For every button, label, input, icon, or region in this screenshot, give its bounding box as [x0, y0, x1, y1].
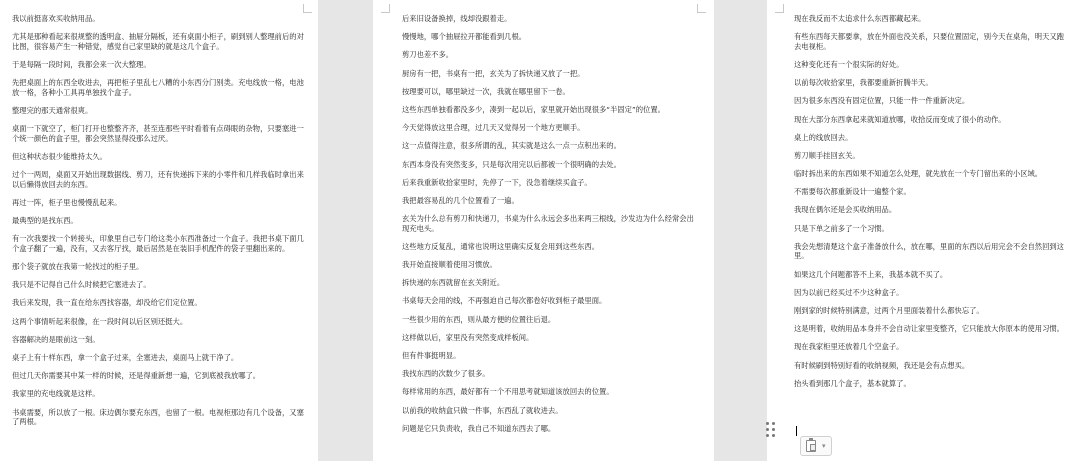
paragraph: 桌上的线放回去。	[794, 132, 853, 142]
paragraph: 有时候刷到特别好看的收纳视频，我还是会有点想买。	[794, 360, 970, 370]
paragraph: 我后来发现，我一直在给东西找容器，却没给它们定位置。	[12, 298, 202, 308]
paragraph: 东西本身没有突然变多，只是每次用完以后都被一个很明确的去处。	[402, 159, 621, 169]
paragraph: 如果这几个问题都答不上来，我基本就不买了。	[794, 269, 948, 279]
block-drag-handle-icon[interactable]	[766, 422, 776, 438]
page-corner-mark	[775, 4, 784, 13]
paragraph: 有一次我要找一个转接头，印象里自己专门给这类小东西准备过一个盒子。我把书桌下面几个盒子翻了一遍，没有，又去客厅找，最后居然是在装旧手机配件的袋子里翻出来的。	[12, 234, 304, 253]
paragraph: 我会先想清楚这个盒子准备放什么，放在哪，里面的东西以后用完会不会自然回到这里。	[794, 241, 1064, 261]
paragraph: 那个袋子就放在我第一轮找过的柜子里。	[12, 262, 144, 272]
paragraph: 刚到家的时候特别满意，过两个月里面装着什么都快忘了。	[794, 306, 984, 315]
document-page-2[interactable]	[373, 0, 714, 461]
paragraph: 剪刀也差不多。	[402, 50, 454, 60]
paragraph: 这样做以后，家里没有突然变成样板间。	[402, 332, 534, 342]
paragraph: 我只是不记得自己什么时候把它塞进去了。	[12, 280, 151, 290]
paragraph: 以前每次收拾家里，我都要重新折腾半天。	[794, 78, 933, 88]
paragraph: 后来旧设备换掉，线却没跟着走。	[402, 14, 512, 23]
paragraph: 桌面一下就空了，柜门打开也整整齐齐，甚至连那些平时看着有点碍眼的杂物，只要塞进一个统一颜色的盒子里，都会突然显得没那么过厌。	[12, 124, 304, 143]
paragraph: 整理完的那天通常很爽。	[12, 105, 93, 115]
paragraph: 尤其是那种看起来很规整的透明盒、抽屉分隔板，还有桌面小柜子，刷到别人整理前后的对比图，很容易产生一种错觉，感觉自己家里缺的就是这几个盒子。	[12, 32, 304, 51]
paragraph: 书桌每天会用的线，不再强迫自己每次都卷好收到柜子最里面。	[402, 296, 607, 306]
paragraph: 我现在偶尔还是会买收纳用品。	[794, 205, 897, 215]
paragraph: 容器解决的是眼前这一刻。	[12, 334, 100, 344]
paragraph: 但有件事挺明显。	[402, 350, 461, 360]
paragraph: 过个一两周，桌面又开始出现数据线、剪刀，还有快递拆下来的小零件和几样我临时拿出来以后懒得放回去的东西。	[12, 170, 304, 189]
paragraph: 我开始直接顺着使用习惯放。	[402, 260, 497, 270]
paragraph: 后来我重新收拾家里时，先停了一下，没急着继续买盒子。	[402, 177, 592, 187]
paragraph: 我找东西的次数少了很多。	[402, 369, 490, 379]
paragraph: 但过几天你需要其中某一样的时候，还是得重新想一遍，它到底被我放哪了。	[12, 371, 261, 381]
paragraph: 问题是它只负责收，我自己不知道东西去了哪。	[402, 423, 556, 433]
paragraph: 这一点值得注意，很多所谓的乱，其实就是这么一点一点积出来的。	[402, 141, 621, 151]
paragraph: 先把桌面上的东西全收进去，再把柜子里乱七八糟的小东西分门别类。充电线放一格，电池放一格，各种小工具再单独找个盒子。	[12, 78, 304, 97]
page-corner-mark	[303, 4, 312, 13]
paragraph: 抬头看到那几个盒子，基本就算了。	[794, 378, 911, 388]
paragraph: 每样常用的东西，最好都有一个不用思考就知道该放回去的位置。	[402, 387, 614, 397]
paragraph: 这两个事情听起来很像，在一段时间以后区别还挺大。	[12, 316, 188, 326]
paragraph: 有些东西每天都要拿，放在外面也没关系，只要位置固定，别今天在桌角，明天又跑去电视柜。	[794, 32, 1064, 51]
paragraph: 剪刀顺手挂回玄关。	[794, 150, 860, 160]
paragraph: 因为以前已经买过不少这种盒子。	[794, 287, 904, 297]
page-corner-mark	[697, 4, 706, 13]
paragraph: 慢慢地，哪个抽屉拉开都能看到几根。	[402, 32, 527, 42]
paragraph: 但这种状态很少能维持太久。	[12, 151, 107, 161]
paragraph: 现在我家柜里还放着几个空盒子。	[794, 342, 904, 352]
paragraph: 这是明着，收纳用品本身并不会自动让家里变整齐，它只能放大你原本的使用习惯。	[794, 324, 1064, 334]
paste-options-button[interactable]	[800, 436, 832, 456]
paragraph: 现在大部分东西拿起来就知道放哪，收拾反而变成了很小的动作。	[794, 114, 1006, 124]
paragraph: 今天觉得放这里合理，过几天又觉得另一个地方更顺手。	[402, 123, 585, 133]
paragraph: 临时拆出来的东西如果不知道怎么处理，就先放在一个专门留出来的小区域。	[794, 169, 1043, 179]
page-3-paragraphs	[794, 14, 1070, 388]
paragraph: 于是每隔一段时间，我都会来一次大整理。	[12, 59, 151, 69]
page-2-paragraphs	[402, 14, 694, 433]
paragraph: 不需要每次都重新设计一遍整个家。	[794, 187, 911, 197]
paragraph: 最典型的是找东西。	[12, 216, 78, 226]
paragraph: 这种变化还有一个很实际的好处。	[794, 59, 904, 69]
paragraph: 我以前挺喜欢买收纳用品。	[12, 14, 100, 23]
paragraph: 我把最容易乱的几个位置看了一遍。	[402, 195, 519, 205]
paragraph: 按理要可以，哪里缺过一次，我就在哪里留下一卷。	[402, 86, 570, 96]
paragraph: 因为很多东西没有固定位置，只能一件一件重新决定。	[794, 96, 970, 106]
chevron-down-icon: ▾	[822, 442, 826, 450]
paragraph: 拆快递的东西就留在玄关附近。	[402, 278, 505, 288]
paragraph: 玄关为什么总有剪刀和快递刀，书桌为什么永远会多出来两三根线，沙发边为什么经常会出现充电头。	[402, 214, 694, 233]
paragraph: 我家里的充电线就是这样。	[12, 389, 100, 399]
paragraph: 以前我的收纳盒只做一件事，东西乱了就收进去。	[402, 405, 563, 415]
paragraph: 这些东西单独看都没多少，凑到一起以后，家里就开始出现很多“半固定”的位置。	[402, 104, 665, 114]
paragraph: 厨房有一把，书桌有一把，玄关为了拆快递又放了一把。	[402, 68, 585, 78]
paragraph: 只是下单之前多了一个习惯。	[794, 223, 889, 233]
clipboard-icon	[806, 440, 816, 452]
page-1-paragraphs	[12, 14, 304, 427]
paragraph: 这些地方反复乱，通常也说明这里确实反复会用到这些东西。	[402, 241, 600, 251]
page-corner-mark	[381, 4, 390, 13]
document-page-3[interactable]	[767, 0, 1080, 461]
paragraph: 一些很少用的东西，则从最方便的位置往后退。	[402, 314, 556, 324]
paragraph: 现在我反而不太追求什么东西都藏起来。	[794, 14, 926, 23]
document-page-1[interactable]	[0, 0, 318, 461]
paragraph: 再过一阵，柜子里也慢慢乱起来。	[12, 197, 122, 207]
paragraph: 书桌需要，所以放了一根。床边偶尔要充东西，也留了一根。电视柜那边有几个设备，又塞了两根。	[12, 407, 304, 427]
paragraph: 桌子上有十样东西，拿一个盒子过来，全塞进去，桌面马上就干净了。	[12, 352, 239, 362]
text-cursor	[796, 426, 797, 436]
